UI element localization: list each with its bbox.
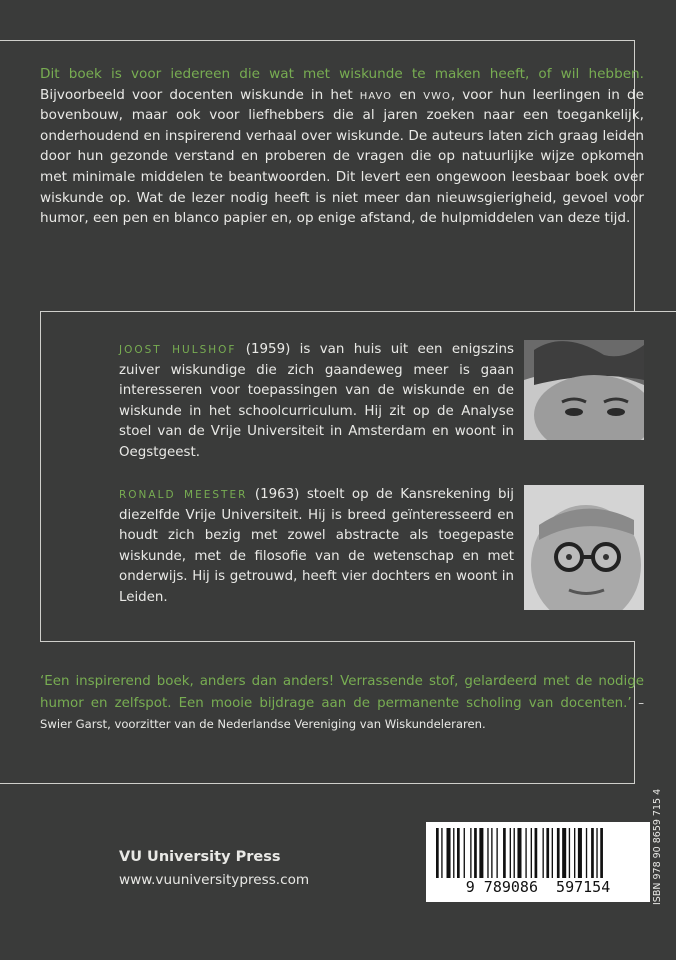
- barcode-bar: [586, 828, 587, 878]
- quote-attribution: – Swier Garst, voorzitter van de Nederlandse Vereniging van Wiskundeleraren.: [40, 695, 645, 732]
- frame-top-rule: [0, 40, 634, 41]
- author-name: JOOST HULSHOF: [119, 344, 237, 356]
- barcode-bar: [441, 828, 442, 878]
- blurb-highlight: Dit boek is voor iedereen die wat met wiskunde te maken heeft, of wil hebben.: [40, 66, 644, 82]
- author-bio-text: (1963) stoelt op de Kansrekening bij diezelfde Vrije Universiteit. Hij is breed geïnteresseerd en houdt zich bezig met zowel abstracte als toegepaste wiskunde, met de filosofie van de wetenschap en met onderwijs. Hij is getrouwd, heeft vier dochters en woont in Leiden.: [119, 487, 514, 605]
- review-quote: [40, 672, 644, 736]
- publisher-name: VU University Press: [119, 849, 281, 865]
- barcode-bar: [447, 828, 451, 878]
- author-bio-meester: [119, 485, 514, 609]
- author-name: RONALD MEESTER: [119, 489, 248, 501]
- barcode-bar: [578, 828, 582, 878]
- barcode-bar: [569, 828, 570, 878]
- barcode: [426, 822, 650, 902]
- barcode-bar: [496, 828, 497, 878]
- barcode-bar: [552, 828, 553, 878]
- barcode-bar: [510, 828, 511, 878]
- barcode-bar: [491, 828, 492, 878]
- publisher-website: www.vuuniversitypress.com: [119, 872, 310, 888]
- barcode-bar: [453, 828, 454, 878]
- barcode-bar: [535, 828, 538, 878]
- blurb-text-post: , voor hun leerlingen in de bovenbouw, maar ook voor liefhebbers die al jaren zoeken naar een toegankelijk, onderhoudend en inspirerend verhaal over wiskunde. De auteurs laten zich graag leiden door hun gezonde verstand en proberen de vragen die op natuurlijke wijze opkomen met minimale middelen te beantwoorden. Dit levert een ongewoon leesbaar boek over wiskunde op. Wat de lezer nodig heeft is niet meer dan nieuwsgierigheid, gevoel voor humor, een pen en blanco papier en, op enige afstand, de hulpmiddelen van deze tijd.: [40, 86, 644, 227]
- barcode-bar: [546, 828, 549, 878]
- barcode-bar: [600, 828, 603, 878]
- author-bio-hulshof: [119, 340, 514, 464]
- frame-lower-rule: [40, 641, 634, 642]
- barcode-bar: [574, 828, 575, 878]
- barcode-bar: [517, 828, 521, 878]
- barcode-bar: [562, 828, 566, 878]
- barcode-bar: [514, 828, 515, 878]
- author-photo-hulshof: [524, 340, 644, 440]
- quote-text: ‘Een inspirerend boek, anders dan anders! Verrassende stof, gelardeerd met de nodige humor en zelfspot. Een mooie bijdrage aan de permanente scholing van docenten.’: [40, 674, 644, 711]
- frame-bottom-rule: [0, 783, 635, 784]
- barcode-bar: [596, 828, 597, 878]
- blurb-vwo: vwo: [423, 86, 451, 103]
- barcode-bar: [503, 828, 506, 878]
- isbn-vertical: ISBN 978 90 8659 715 4: [652, 788, 663, 905]
- barcode-bar: [525, 828, 526, 878]
- barcode-bars: [434, 828, 642, 878]
- barcode-bar: [474, 828, 477, 878]
- author-photo-meester: [524, 485, 644, 610]
- blurb-havo: havo: [359, 86, 393, 103]
- blurb-text-mid: en: [392, 86, 424, 103]
- barcode-bar: [591, 828, 594, 878]
- barcode-bar: [457, 828, 460, 878]
- barcode-bar: [543, 828, 544, 878]
- barcode-bar: [557, 828, 560, 878]
- blurb-text-pre: Bijvoorbeeld voor docenten wiskunde in het: [40, 86, 360, 103]
- back-cover-blurb: [40, 64, 644, 229]
- frame-middle-rule: [40, 311, 676, 312]
- barcode-bar: [470, 828, 471, 878]
- barcode-bar: [479, 828, 483, 878]
- barcode-bar: [464, 828, 465, 878]
- barcode-bar: [487, 828, 488, 878]
- author-bio-text: (1959) is van huis uit een enigszins zuiver wiskundige die zich gaandeweg meer is gaan interesseren voor toepassingen van de wiskunde en de wiskunde in het schoolcurriculum. Hij zit op de Analyse stoel van de Vrije Universiteit in Amsterdam en woont in Oegstgeest.: [119, 342, 514, 460]
- barcode-bar: [436, 828, 439, 878]
- barcode-digits: 9 789086 597154: [465, 878, 611, 896]
- frame-left-rule: [40, 311, 41, 642]
- barcode-bar: [531, 828, 532, 878]
